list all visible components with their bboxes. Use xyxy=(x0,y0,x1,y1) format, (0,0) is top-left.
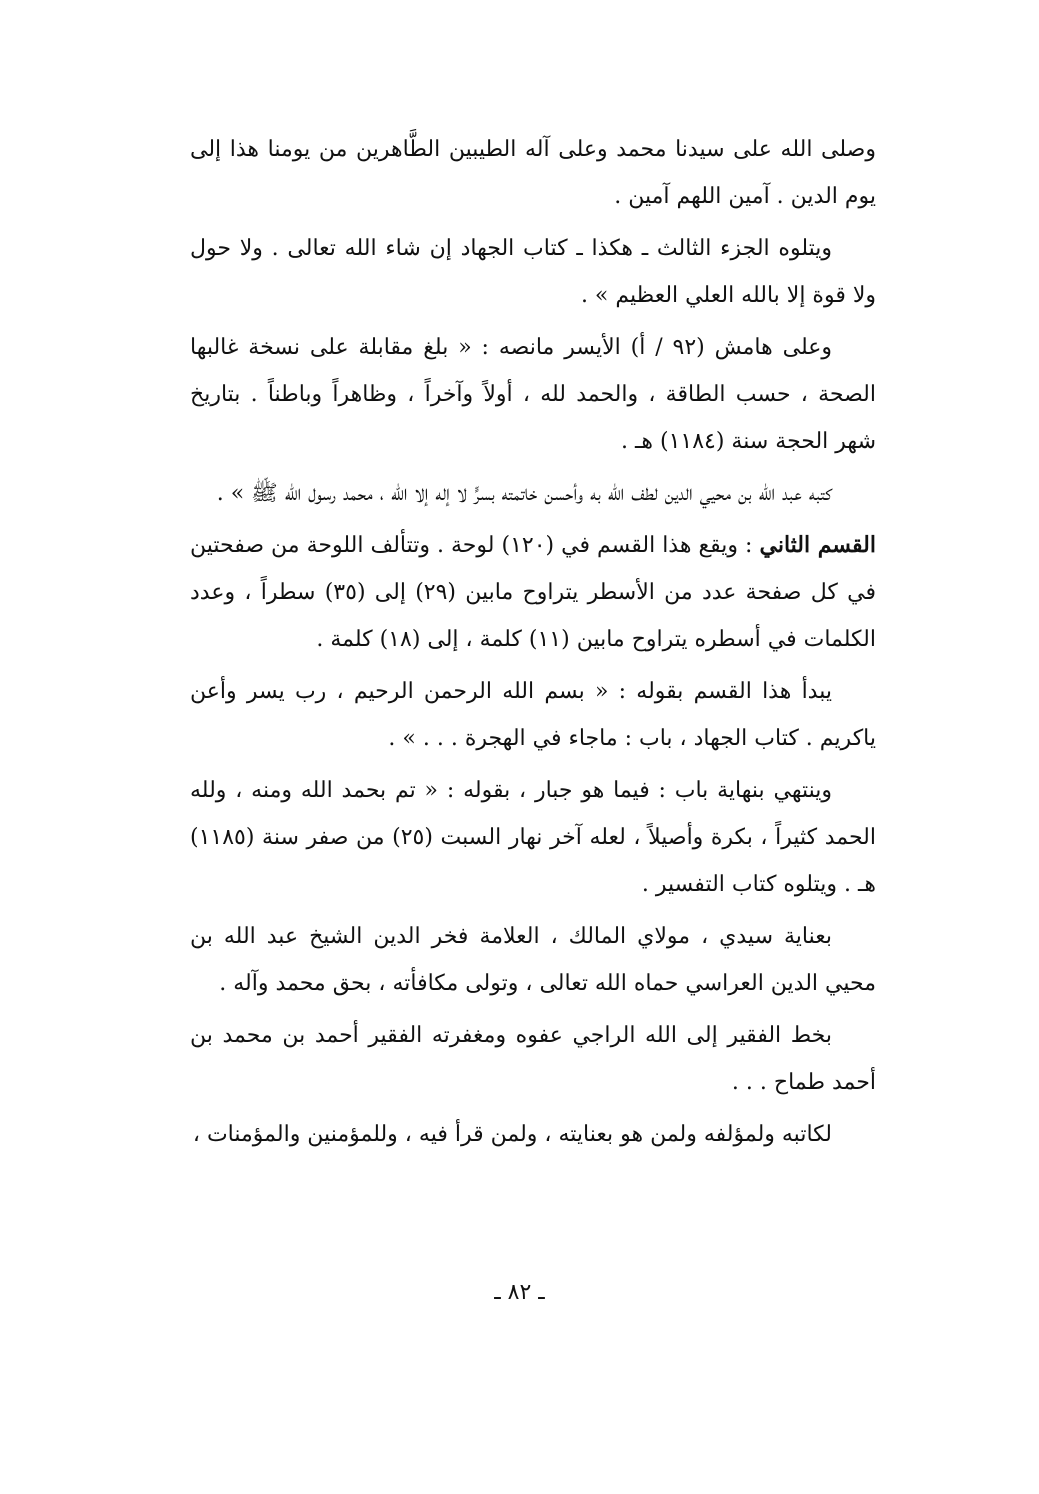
paragraph-1: وصلى الله على سيدنا محمد وعلى آله الطيبين الطَّاهرين من يومنا هذا إلى يوم الدين . آمين اللهم آمين . xyxy=(190,137,876,209)
paragraph-5 xyxy=(190,522,876,663)
page-number: ـ ٨٢ ـ xyxy=(494,1280,545,1305)
section-label: القسم الثاني xyxy=(759,532,877,558)
paragraph-5-text: : ويقع هذا القسم في (١٢٠) لوحة . وتتألف اللوحة من صفحتين في كل صفحة عدد من الأسطر يتراوح مابين (٢٩) إلى (٣٥) سطراً ، وعدد الكلمات في أسطره يتراوح مابين (١١) كلمة ، إلى (١٨) كلمة . xyxy=(190,533,876,652)
paragraph-2: ويتلوه الجزء الثالث ـ هكذا ـ كتاب الجهاد إن شاء الله تعالى . ولا حول ولا قوة إلا بالله العلي العظيم » . xyxy=(190,236,876,308)
paragraph-10: لكاتبه ولمؤلفه ولمن هو بعنايته ، ولمن قرأ فيه ، وللمؤمنين والمؤمنات ، xyxy=(192,1122,832,1147)
paragraph-6: يبدأ هذا القسم بقوله : « بسم الله الرحمن الرحيم ، رب يسر وأعن ياكريم . كتاب الجهاد ، باب : ماجاء في الهجرة . . . » . xyxy=(190,679,876,751)
paragraph-9: بخط الفقير إلى الله الراجي عفوه ومغفرته الفقير أحمد بن محمد بن أحمد طماح . . . xyxy=(190,1023,876,1095)
paragraph-8: بعناية سيدي ، مولاي المالك ، العلامة فخر الدين الشيخ عبد الله بن محيي الدين العراسي حماه الله تعالى ، وتولى مكافأته ، بحق محمد وآله . xyxy=(190,924,876,996)
document-body xyxy=(190,126,876,1163)
paragraph-3: وعلى هامش (٩٢ / أ) الأيسر مانصه : « بلغ مقابلة على نسخة غالبها الصحة ، حسب الطاقة ، والحمد لله ، أولاً وآخراً ، وظاهراً وباطناً . بتاريخ شهر الحجة سنة (١١٨٤) هـ . xyxy=(190,335,876,454)
paragraph-7: وينتهي بنهاية باب : فيما هو جبار ، بقوله : « تم بحمد الله ومنه ، ولله الحمد كثيراً ، بكرة وأصيلاً ، لعله آخر نهار السبت (٢٥) من صفر سنة (١١٨٥) هـ . ويتلوه كتاب التفسير . xyxy=(190,778,876,897)
paragraph-4: كتبه عبد الله بن محيي الدين لطف الله به وأحسن خاتمته بسرٍّ لا إله إلا الله ، محمد رسول الله ﷺ » . xyxy=(216,481,832,506)
